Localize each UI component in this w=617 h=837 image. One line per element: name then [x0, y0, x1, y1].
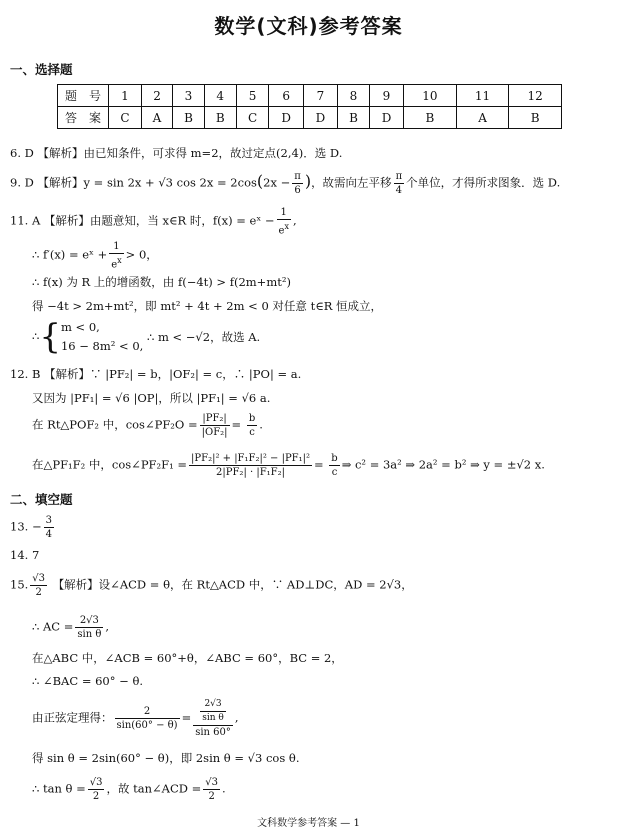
- q11-sys-conclusion: ∴ m < −√2，故选 A.: [146, 330, 261, 344]
- table-cell: 1: [109, 85, 142, 107]
- q11-sys-2: 16 − 8m² < 0,: [60, 339, 144, 353]
- answer-q15-line: 在△ABC 中，∠ACB = 60°+θ，∠ABC = 60°，BC = 2，: [32, 651, 343, 665]
- table-cell: 8: [338, 85, 370, 107]
- q11-text-b2: > 0，: [125, 247, 158, 262]
- table-cell: 答 案: [58, 107, 109, 129]
- answer-q11-line: ∴ f(x) 为 R 上的增函数，由 f(−4t) > f(2m+mt²): [32, 275, 291, 289]
- table-cell: B: [509, 107, 562, 129]
- q15-text-g: ∴ tan θ =: [32, 781, 86, 796]
- q11-text-b: ∴ f′(x) = eˣ +: [32, 247, 108, 262]
- q9-text-c: 个单位，才得所求图象．选 D.: [406, 175, 561, 190]
- answer-q11-system: ∴{ m < 0, 16 − 8m² < 0, ∴ m < −√2，故选 A.: [32, 317, 261, 357]
- table-cell: 9: [369, 85, 403, 107]
- table-cell: B: [173, 107, 205, 129]
- table-cell: C: [109, 107, 142, 129]
- table-cell: C: [236, 107, 269, 129]
- q12-text-d: 在△PF₁F₂ 中，cos∠PF₂F₁ =: [32, 457, 188, 472]
- table-cell: 2: [141, 85, 172, 107]
- table-cell: 12: [509, 85, 562, 107]
- q13-text: 13. −: [10, 519, 42, 534]
- table-cell: B: [404, 107, 457, 129]
- q11-sys-1: m < 0,: [60, 320, 100, 334]
- section-heading-choice: 一、选择题: [10, 62, 73, 77]
- answer-q12-line: 又因为 |PF₁| = √6 |OP|，所以 |PF₁| = √6 a.: [32, 391, 271, 405]
- answer-q15-line: ∴ ∠BAC = 60° − θ.: [32, 674, 144, 688]
- table-cell: A: [141, 107, 172, 129]
- table-cell: B: [338, 107, 370, 129]
- table-row: [58, 85, 562, 107]
- table-cell: D: [369, 107, 403, 129]
- page-footer: 文科数学参考答案 — 1: [257, 818, 360, 829]
- q9-text-b: ，故需向左平移: [311, 175, 392, 190]
- table-cell: 4: [204, 85, 236, 107]
- table-cell: 题 号: [58, 85, 109, 107]
- answer-q12-line: 在 Rt△POF₂ 中，cos∠PF₂O = $\frac{\text{|PF₂|}}{\text{|OF₂|}}$ = $\frac{b}{c}$ .: [32, 413, 263, 438]
- answer-table: [57, 84, 562, 129]
- table-cell: B: [204, 107, 236, 129]
- table-cell: A: [456, 107, 509, 129]
- table-cell: D: [303, 107, 337, 129]
- answer-q13: 13. − $\frac{3}{4}$: [10, 515, 52, 540]
- answer-q15-line: ∴ tan θ = $\frac{√3}{2}$ ，故 tan∠ACD = $\frac{√3}{2}$ .: [32, 777, 226, 802]
- q15-text-g2: ，故 tan∠ACD =: [106, 781, 202, 796]
- q12-text-d2: ⇒ c² = 3a² ⇒ 2a² = b² ⇒ y = ±√2 x.: [341, 457, 545, 472]
- table-cell: D: [269, 107, 303, 129]
- table-cell: 3: [173, 85, 205, 107]
- q15-text-e: 由正弦定理得：: [32, 710, 113, 725]
- table-cell: 10: [404, 85, 457, 107]
- q15-text-a: 【解析】设∠ACD = θ，在 Rt△ACD 中，∵ AD⊥DC，AD = 2√3，: [52, 577, 413, 592]
- table-row: [58, 107, 562, 129]
- table-cell: 11: [456, 85, 509, 107]
- q9-text-a: 9. D 【解析】y = sin 2x + √3 cos 2x = 2cos: [10, 175, 257, 190]
- table-cell: 5: [236, 85, 269, 107]
- table-cell: 7: [303, 85, 337, 107]
- answer-q11-line: ∴ f′(x) = eˣ + $\frac{1}{e^x}$ > 0，: [32, 241, 158, 271]
- q12-text-c: 在 Rt△POF₂ 中，cos∠PF₂O =: [32, 417, 198, 432]
- answer-q15-line: 得 sin θ = 2sin(60° − θ)，即 2sin θ = √3 cos θ.: [32, 751, 300, 765]
- answer-q15-line: ∴ AC = $\frac{2√3}{\text{sin θ}}$ ,: [32, 615, 110, 640]
- answer-q15-sine-law: 由正弦定理得： $\frac{2}{\sin(60^\circ - \theta)}$ = $\frac{\frac{2√3}{\text{sin θ}}}{\sin 60^\circ}$ ,: [32, 699, 239, 738]
- table-cell: 6: [269, 85, 303, 107]
- q15-text-b: ∴ AC =: [32, 619, 74, 634]
- answer-q12: 12. B 【解析】∵ |PF₂| = b，|OF₂| = c，∴ |PO| = a.: [10, 367, 302, 381]
- answer-q11-line: 得 −4t > 2m+mt²，即 mt² + 4t + 2m < 0 对任意 t∈R 恒成立，: [32, 299, 383, 313]
- answer-q6: 6. D 【解析】由已知条件，可求得 m=2，故过定点(2,4)．选 D.: [10, 146, 343, 160]
- answer-q12-line: 在△PF₁F₂ 中，cos∠PF₂F₁ = $\frac{\text{|PF₂|² + |F₁F₂|² − |PF₁|²}}{\text{2|PF₂| · |F₁F₂|}}$ = $\frac{b}{c}$ ⇒ c² = 3a² ⇒ 2a² = b² ⇒ y = ±√2 x.: [32, 453, 545, 478]
- answer-q15: 15. $\frac{√3}{2}$ 【解析】设∠ACD = θ，在 Rt△ACD 中，∵ AD⊥DC，AD = 2√3，: [10, 573, 413, 598]
- page-title: 数学(文科)参考答案: [214, 14, 403, 38]
- section-heading-fill: 二、填空题: [10, 492, 73, 507]
- answer-q11: 11. A 【解析】由题意知，当 x∈R 时，f(x) = eˣ − $\frac{1}{e^x}$ ,: [10, 207, 297, 237]
- answer-q9: 9. D 【解析】y = sin 2x + √3 cos 2x = 2cos(2x − $\frac{\pi}{6}$ )，故需向左平移 $\frac{\pi}{4}$ 个单位，才得所求图象．选 D.: [10, 171, 561, 196]
- q11-text-a: 11. A 【解析】由题意知，当 x∈R 时，f(x) = eˣ −: [10, 213, 275, 228]
- answer-q14: 14. 7: [10, 548, 40, 562]
